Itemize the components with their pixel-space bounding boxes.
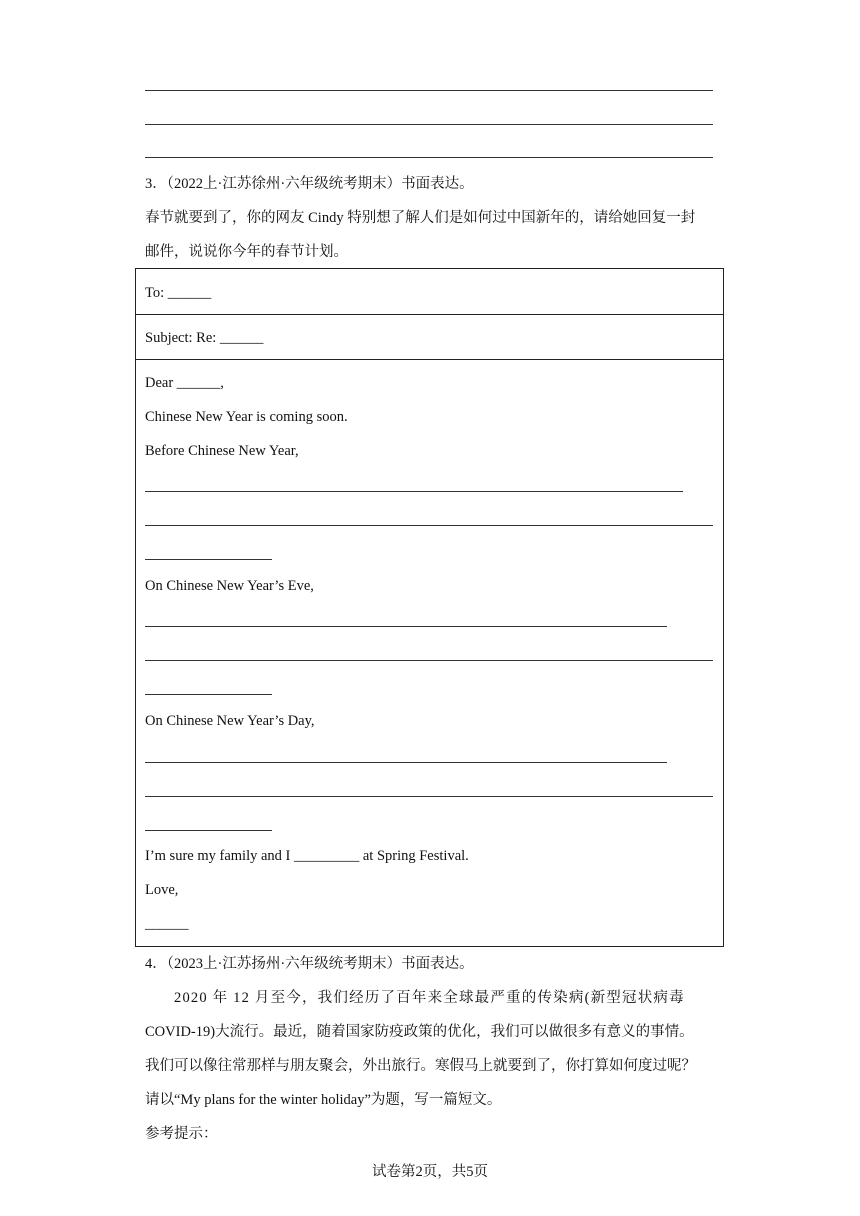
question-3-prompt-line-1: 春节就要到了，你的网友 Cindy 特别想了解人们是如何过中国新年的，请给她回复一封 bbox=[145, 210, 696, 226]
email-day-label: On Chinese New Year’s Day, bbox=[145, 713, 315, 729]
blank-line bbox=[145, 525, 713, 526]
blank-line bbox=[145, 694, 272, 695]
email-closing-sentence: I’m sure my family and I _________ at Spring Festival. bbox=[145, 848, 469, 864]
email-eve-label: On Chinese New Year’s Eve, bbox=[145, 578, 314, 594]
question-4-paragraph-line-1: 2020 年 12 月至今，我们经历了百年来全球最严重的传染病(新型冠状病毒 bbox=[174, 990, 685, 1006]
answer-line bbox=[145, 124, 713, 125]
question-3-header: 3．（2022上·江苏徐州·六年级统考期末）书面表达。 bbox=[145, 176, 474, 192]
question-3-prompt-line-2: 邮件，说说你今年的春节计划。 bbox=[145, 244, 348, 260]
blank-line bbox=[145, 830, 272, 831]
question-4-paragraph-line-4: 请以“My plans for the winter holiday”为题，写一篇短文。 bbox=[145, 1092, 502, 1108]
email-sign-off: Love, bbox=[145, 882, 179, 898]
question-4-paragraph-line-2: COVID-19)大流行。最近，随着国家防疫政策的优化，我们可以做很多有意义的事情。 bbox=[145, 1024, 694, 1040]
blank-line bbox=[145, 559, 272, 560]
answer-line bbox=[145, 90, 713, 91]
email-to: To: ______ bbox=[145, 285, 212, 301]
email-to-cell bbox=[135, 268, 724, 315]
question-4-header: 4．（2023上·江苏扬州·六年级统考期末）书面表达。 bbox=[145, 956, 474, 972]
blank-line bbox=[145, 660, 713, 661]
email-intro: Chinese New Year is coming soon. bbox=[145, 409, 348, 425]
blank-line bbox=[145, 762, 667, 763]
blank-line bbox=[145, 626, 667, 627]
blank-line bbox=[145, 796, 713, 797]
answer-line bbox=[145, 157, 713, 158]
email-greeting: Dear ______, bbox=[145, 375, 224, 391]
email-subject: Subject: Re: ______ bbox=[145, 330, 264, 346]
question-4-paragraph-line-3: 我们可以像往常那样与朋友聚会，外出旅行。寒假马上就要到了，你打算如何度过呢？ bbox=[145, 1058, 696, 1074]
email-signature: ______ bbox=[145, 916, 189, 932]
blank-line bbox=[145, 491, 683, 492]
question-4-hint-label: 参考提示： bbox=[145, 1126, 218, 1142]
email-before-label: Before Chinese New Year, bbox=[145, 443, 299, 459]
page-footer: 试卷第2页，共5页 bbox=[372, 1164, 488, 1180]
